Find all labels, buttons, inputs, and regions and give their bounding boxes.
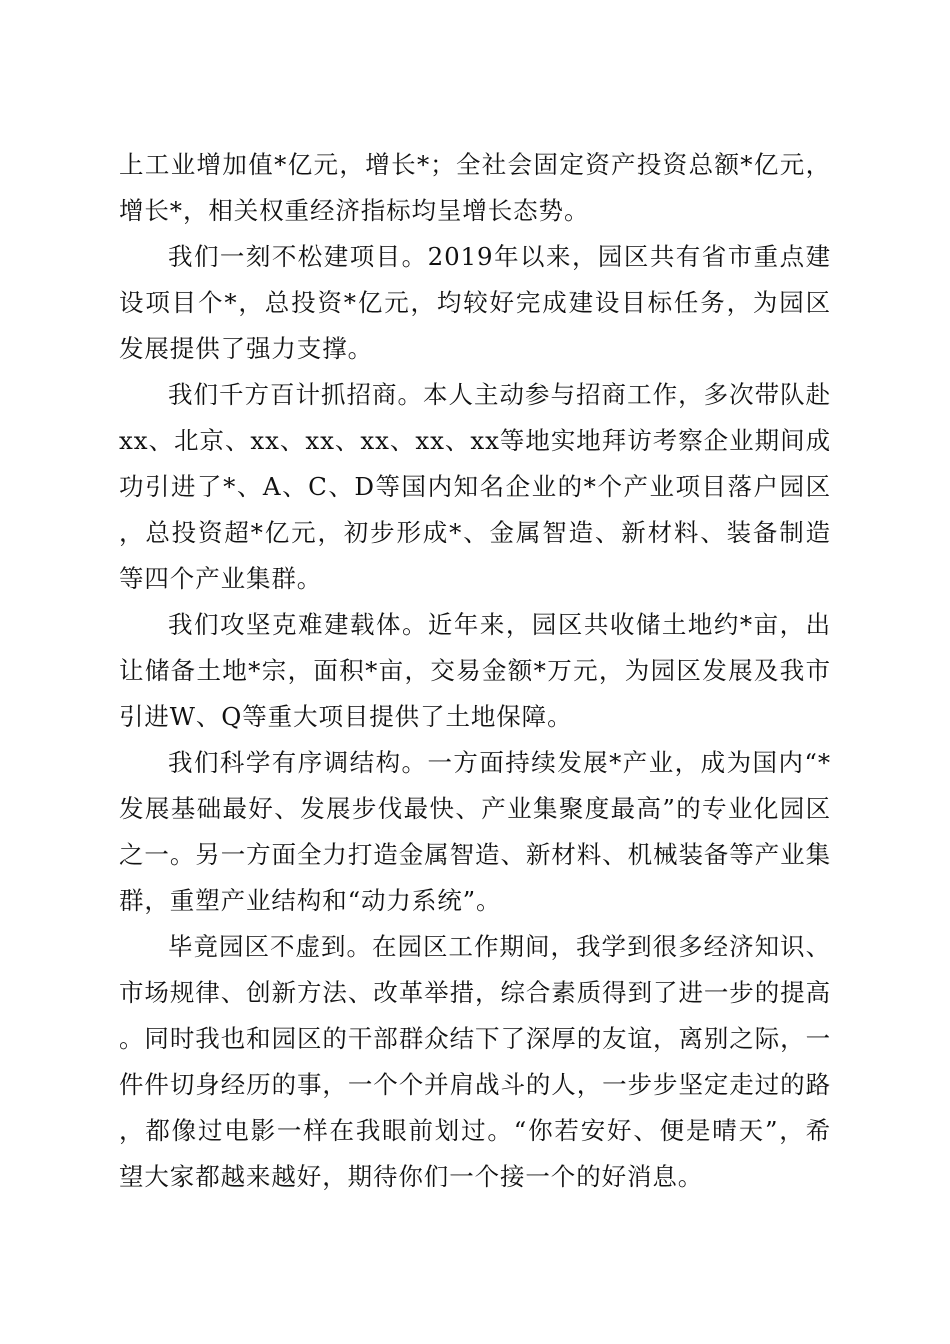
paragraph-land-carriers: 我们攻坚克难建载体。近年来，园区共收储土地约*亩，出让储备土地*宗，面积*亩，交易金额*万元，为园区发展及我市引进W、Q等重大项目提供了土地保障。 — [119, 610, 831, 731]
paragraph-industrial-structure: 我们科学有序调结构。一方面持续发展*产业，成为国内“*发展基础最好、发展步伐最快、产业集聚度最高”的专业化园区之一。另一方面全力打造金属智造、新材料、机械装备等产业集群，重塑产业结构和“动力系统”。 — [119, 748, 831, 915]
paragraph-investment-attraction: 我们千方百计抓招商。本人主动参与招商工作，多次带队赴xx、北京、xx、xx、xx、xx、xx等地实地拜访考察企业期间成功引进了*、A、C、D等国内知名企业的*个产业项目落户园区，总投资超*亿元，初步形成*、金属智造、新材料、装备制造等四个产业集群。 — [119, 380, 831, 593]
paragraph-construction-projects: 我们一刻不松建项目。2019年以来，园区共有省市重点建设项目个*，总投资*亿元，均较好完成建设目标任务，为园区发展提供了强力支撑。 — [119, 242, 831, 363]
paragraph-economic-indicators: 上工业增加值*亿元，增长*；全社会固定资产投资总额*亿元，增长*，相关权重经济指标均呈增长态势。 — [119, 150, 831, 225]
document-body — [119, 142, 831, 1200]
paragraph-farewell: 毕竟园区不虚到。在园区工作期间，我学到很多经济知识、市场规律、创新方法、改革举措，综合素质得到了进一步的提高。同时我也和园区的干部群众结下了深厚的友谊，离别之际，一件件切身经历的事，一个个并肩战斗的人，一步步坚定走过的路，都像过电影一样在我眼前划过。“你若安好、便是晴天”，希望大家都越来越好，期待你们一个接一个的好消息。 — [119, 932, 831, 1191]
